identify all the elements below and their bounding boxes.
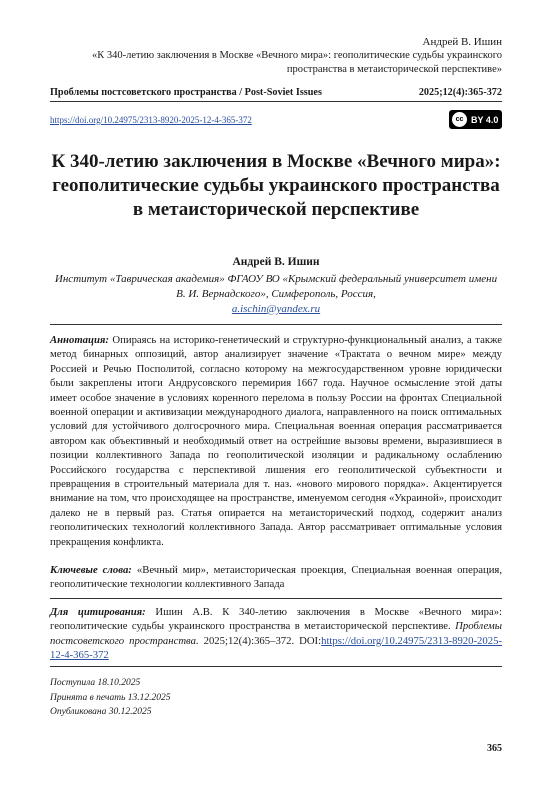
header-rule — [50, 101, 502, 102]
accepted-date: Принята в печать 13.12.2025 — [50, 692, 171, 703]
doi-link[interactable]: https://doi.org/10.24975/2313-8920-2025-12-4-365-372 — [50, 115, 252, 125]
citation-journal: Проблемы постсоветского пространства. — [50, 620, 502, 647]
keywords-text: «Вечный мир», метаисторическая проекция, Специальная военная операция, геополитические технологии коллективного Запада — [50, 564, 503, 591]
citation-doi-link[interactable]: https://doi.org/10.24975/2313-8920-2025-12-4-365-372 — [50, 634, 502, 662]
citation-top-rule — [50, 598, 502, 599]
license-label: BY 4.0 — [471, 114, 499, 125]
affiliation-text: Институт «Таврическая академия» ФГАОУ ВО «Крымский федеральный университет имени В. И. Вернадского», Симферополь, Россия, — [54, 273, 498, 300]
running-title: «К 340-летию заключения в Москве «Вечного мира»: геополитические судьбы украинского пространства в метаисторической перспективе» — [91, 50, 502, 75]
abstract-top-rule — [50, 324, 502, 325]
article-dates — [50, 676, 171, 720]
page-number: 365 — [487, 743, 502, 754]
received-date: Поступила 18.10.2025 — [50, 678, 141, 688]
citation-label: Для цитирования: — [50, 606, 146, 618]
abstract-text: Опираясь на историко-генетический и структурно-функциональный анализ, а также метод бинарных оппозиций, автор анализирует значение «Трактата о вечном мире» между Россией и Речью Посполитой, согласно которому на межгосударственном уровне юридически были закреплены итоги Андрусовского перемирия 1667 года. Научное осмысление этой даты имеет особое значение в условиях коренного перелома в пользу России на фронтах Специальной военной операции и активизации международного диалога, направленного на поиск оптимальных условий для устойчивого долгосрочного мира. Специальная военная операция рассматривается автором как объективный и необходимый ответ на острейшие вызовы времени, выразившиеся в позиции коллективного Запада по геополитической изоляции и радикальному ослаблению Российского государства с перспективой лишения его геополитической субъектности и превращения в строительный материала для т. наз. «нового мирового порядка». Акцентируется внимание на том, что происходящее на пространстве, именуемом сегодня «Украиной», происходит далеко не в первый раз. Статья опирается на метаисторический подход, содержит анализ геополитических технологий коллективного Запада. Автор рассматривает оптимальные условия прекращения конфликта. — [50, 334, 502, 548]
author-email-link[interactable]: a.ischin@yandex.ru — [231, 303, 321, 315]
abstract — [50, 333, 502, 549]
keywords-label: Ключевые слова: — [50, 564, 132, 576]
article-author: Андрей В. Ишин — [232, 256, 320, 268]
citation — [50, 605, 502, 663]
author-affiliation — [50, 272, 502, 317]
cc-icon: cc — [452, 112, 467, 127]
license-badge[interactable] — [449, 110, 502, 129]
running-author: Андрей В. Ишин — [422, 36, 502, 48]
abstract-label: Аннотация: — [50, 334, 109, 346]
published-date: Опубликована 30.12.2025 — [50, 707, 152, 717]
issue-info: 2025;12(4):365-372 — [418, 87, 502, 98]
citation-details: 2025;12(4):365–372. DOI: — [203, 634, 322, 647]
journal-name: Проблемы постсоветского пространства / Post-Soviet Issues — [50, 87, 322, 98]
citation-text: Ишин А.В. К 340-летию заключения в Москве «Вечного мира»: геополитические судьбы украинского пространства в метаисторической перспективе. — [50, 606, 503, 633]
keywords — [50, 563, 502, 592]
dates-top-rule — [50, 666, 502, 667]
article-title: К 340-летию заключения в Москве «Вечного мира»: геополитические судьбы украинского пространства в метаисторической перспективе — [51, 151, 501, 220]
